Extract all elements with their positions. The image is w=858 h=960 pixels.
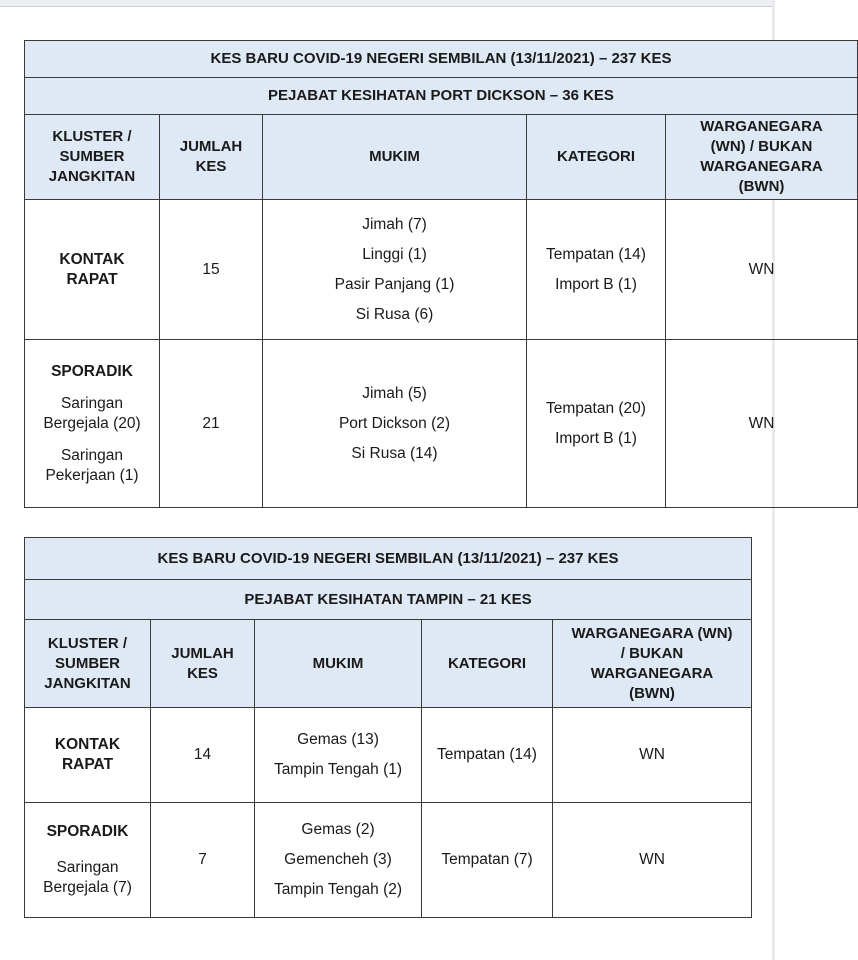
kluster-cell [25, 803, 151, 918]
kluster-cell: KONTAK RAPAT [25, 200, 160, 340]
jumlah-cell: 21 [160, 340, 263, 508]
mukim-item: Tampin Tengah (2) [273, 881, 403, 898]
header-mukim: MUKIM [255, 620, 422, 708]
mukim-item: Linggi (1) [362, 245, 427, 263]
kategori-item: Tempatan (14) [546, 245, 646, 263]
mukim-item: Gemas (2) [301, 821, 375, 838]
wn-cell: WN [666, 340, 858, 508]
kategori-cell: Tempatan (7) [422, 803, 553, 918]
table-title: KES BARU COVID-19 NEGERI SEMBILAN (13/11/2021) – 237 KES [25, 41, 858, 78]
kluster-sub: Saringan Bergejala (20) [43, 394, 141, 432]
mukim-item: Gemencheh (3) [284, 851, 392, 868]
header-wn: WARGANEGARA (WN) / BUKAN WARGANEGARA (BWN) [553, 620, 752, 708]
kategori-cell [527, 340, 666, 508]
mukim-cell [263, 340, 527, 508]
kluster-label: SPORADIK [46, 823, 129, 840]
mukim-cell [255, 803, 422, 918]
wn-cell: WN [553, 708, 752, 803]
kategori-cell [527, 200, 666, 340]
header-jumlah: JUMLAH KES [151, 620, 255, 708]
wn-cell: WN [553, 803, 752, 918]
kluster-cell: KONTAK RAPAT [25, 708, 151, 803]
header-kluster: KLUSTER / SUMBER JANGKITAN [25, 115, 160, 200]
header-kluster: KLUSTER / SUMBER JANGKITAN [25, 620, 151, 708]
kategori-item: Import B (1) [555, 275, 637, 293]
mukim-cell [255, 708, 422, 803]
table-title: KES BARU COVID-19 NEGERI SEMBILAN (13/11/2021) – 237 KES [25, 538, 752, 580]
office-title: PEJABAT KESIHATAN PORT DICKSON – 36 KES [25, 78, 858, 115]
office-title: PEJABAT KESIHATAN TAMPIN – 21 KES [25, 580, 752, 620]
kluster-label: SPORADIK [51, 362, 133, 380]
header-row [25, 620, 752, 708]
header-wn: WARGANEGARA (WN) / BUKAN WARGANEGARA (BWN) [666, 115, 858, 200]
kategori-item: Tempatan (20) [546, 399, 646, 417]
kluster-sub: Saringan Pekerjaan (1) [45, 446, 139, 484]
table-title-row [25, 41, 858, 78]
header-mukim: MUKIM [263, 115, 527, 200]
wn-cell: WN [666, 200, 858, 340]
jumlah-cell: 15 [160, 200, 263, 340]
header-kategori: KATEGORI [527, 115, 666, 200]
table-row [25, 708, 752, 803]
mukim-item: Pasir Panjang (1) [334, 275, 455, 293]
mukim-item: Gemas (13) [297, 731, 379, 748]
mukim-item: Si Rusa (14) [351, 444, 438, 462]
jumlah-cell: 7 [151, 803, 255, 918]
mukim-cell [263, 200, 527, 340]
mukim-item: Si Rusa (6) [355, 305, 434, 323]
tampin-table [24, 537, 752, 918]
mukim-item: Jimah (7) [362, 215, 427, 233]
table-row [25, 803, 752, 918]
header-jumlah: JUMLAH KES [160, 115, 263, 200]
table-title-row [25, 538, 752, 580]
window-top-edge [0, 0, 775, 7]
office-row [25, 580, 752, 620]
table-row [25, 340, 858, 508]
office-row [25, 78, 858, 115]
kluster-cell [25, 340, 160, 508]
port-dickson-table [24, 40, 858, 508]
mukim-item: Tampin Tengah (1) [273, 761, 403, 778]
kluster-sub: Saringan Bergejala (7) [43, 859, 132, 896]
mukim-item: Jimah (5) [362, 384, 427, 402]
header-kategori: KATEGORI [422, 620, 553, 708]
mukim-item: Port Dickson (2) [338, 414, 451, 432]
jumlah-cell: 14 [151, 708, 255, 803]
kategori-cell: Tempatan (14) [422, 708, 553, 803]
kategori-item: Import B (1) [555, 429, 637, 447]
table-row [25, 200, 858, 340]
header-row [25, 115, 858, 200]
